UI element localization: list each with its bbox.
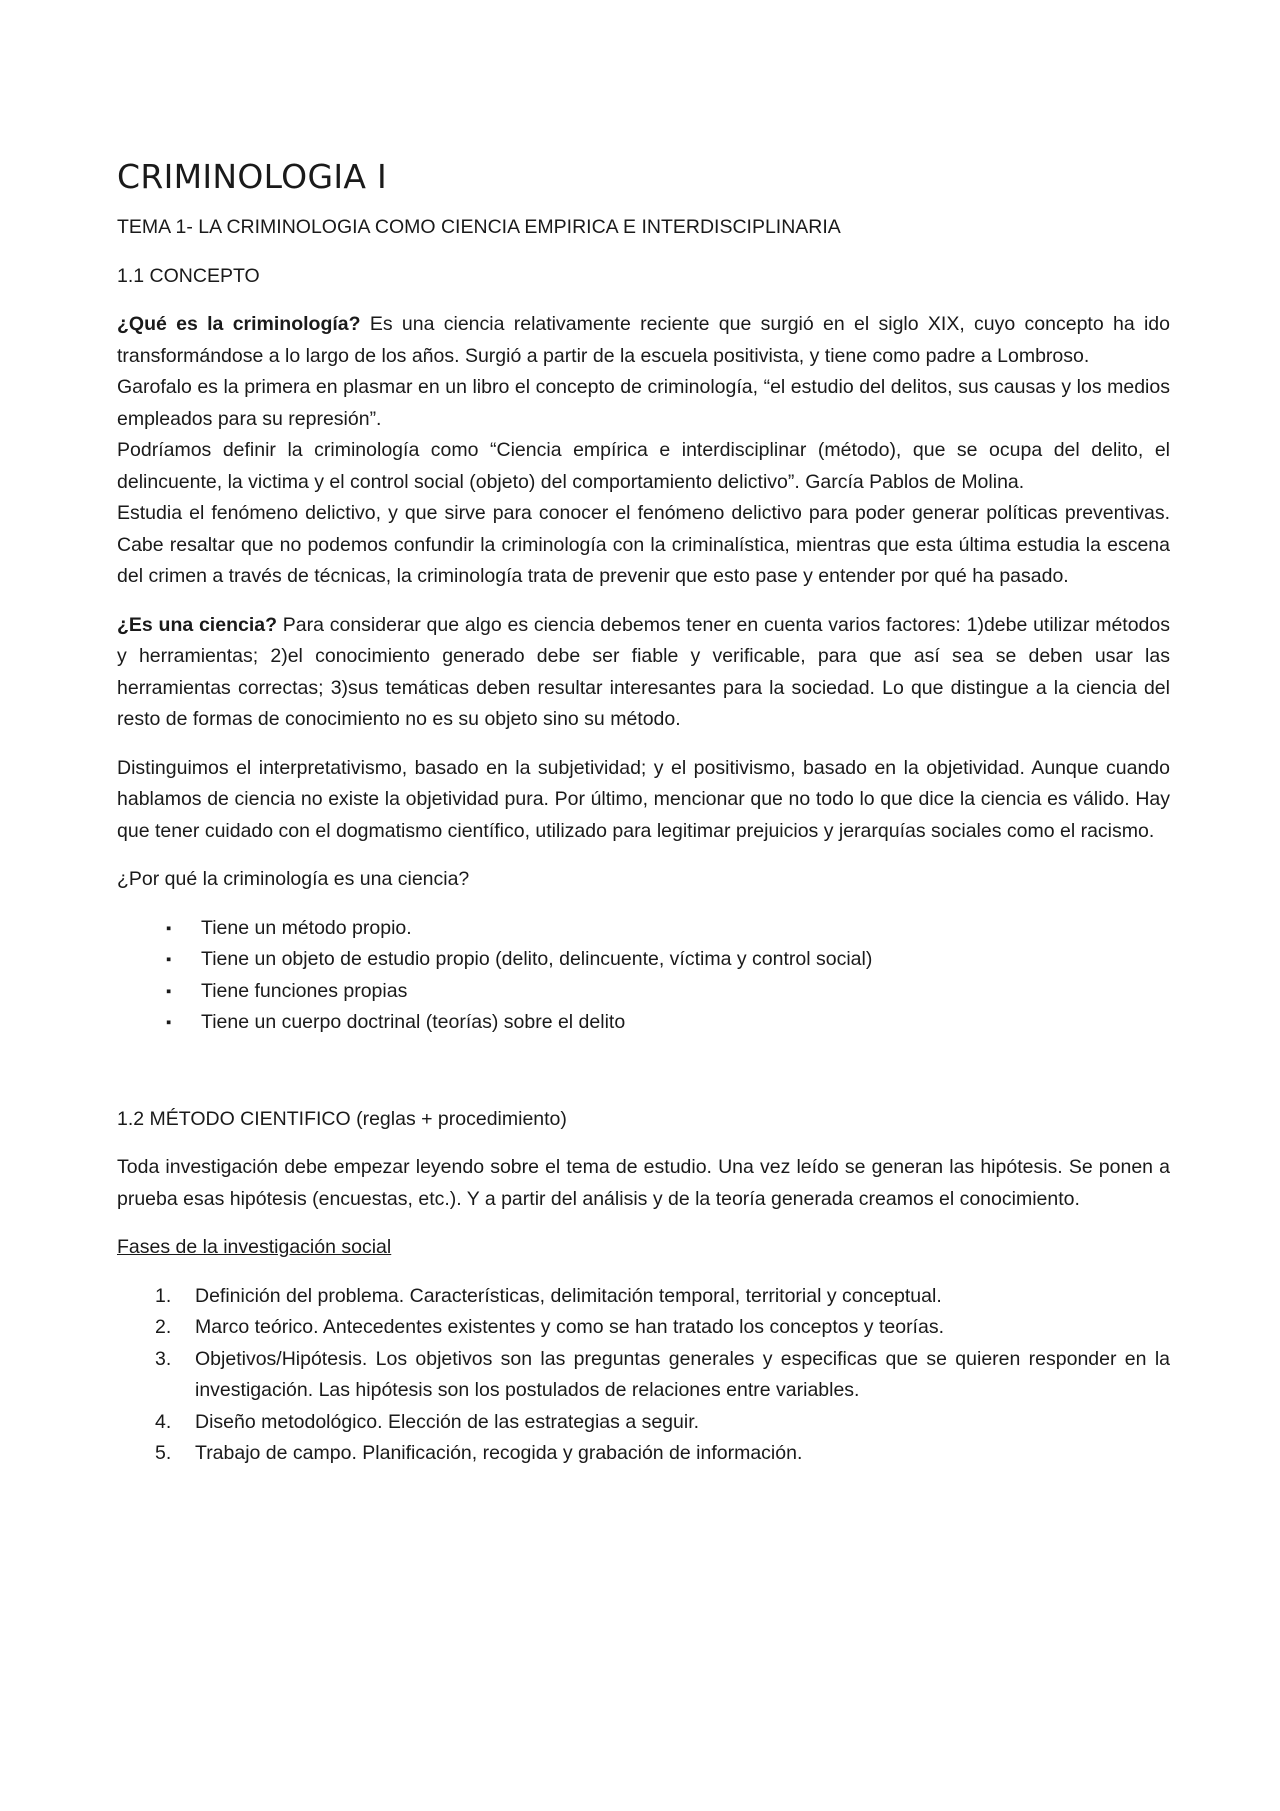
es-ciencia-text: Para considerar que algo es ciencia debemos tener en cuenta varios factores: 1)debe utilizar métodos y herramientas; 2)el conocimiento generado debe ser fiable y verificable, para que así sea se deben usar las herramientas correctas; 3)sus temáticas deben resultar interesantes para la sociedad. Lo que distingue a la ciencia del resto de formas de conocimiento no es su objeto sino su método.: [117, 613, 1170, 730]
list-number: 2.: [155, 1316, 172, 1338]
document-body: [117, 150, 1170, 1470]
list-item: [117, 1281, 1170, 1313]
es-ciencia-paragraph: [117, 610, 1170, 736]
list-text: Trabajo de campo. Planificación, recogida y grabación de información.: [195, 1442, 803, 1464]
garofalo-paragraph: Garofalo es la primera en plasmar en un libro el concepto de criminología, “el estudio del delitos, sus causas y los medios empleados para su represión”.: [117, 376, 1170, 430]
document-title: CRIMINOLOGIA I: [117, 157, 388, 196]
list-item: ▪ Tiene un objeto de estudio propio (delito, delincuente, víctima y control social): [166, 944, 1170, 976]
que-es-text: Es una ciencia relativamente reciente que surgió en el siglo XIX, cuyo concepto ha ido transformándose a lo largo de los años. Surgió a partir de la escuela positivista, y tiene como padre a Lombroso.: [117, 313, 1170, 367]
fases-numbered-list: [117, 1281, 1170, 1470]
list-item: [117, 1407, 1170, 1439]
list-number: 1.: [155, 1284, 172, 1307]
section-heading-1-2: 1.2 MÉTODO CIENTIFICO (reglas + procedimiento): [117, 1107, 567, 1130]
list-text: Marco teórico. Antecedentes existentes y como se han tratado los conceptos y teorías.: [195, 1316, 944, 1338]
list-number: 3.: [155, 1347, 172, 1370]
definicion-paragraph: Podríamos definir la criminología como “Ciencia empírica e interdisciplinar (método), que se ocupa del delito, el delincuente, la victima y el control social (objeto) del comportamiento delictivo”. García Pablos de Molina.: [117, 439, 1170, 493]
list-item: [117, 1438, 1170, 1470]
por-que-question: ¿Por qué la criminología es una ciencia?: [117, 868, 470, 890]
section-heading-1-1: 1.1 CONCEPTO: [117, 264, 260, 287]
que-es-question: ¿Qué es la criminología?: [117, 313, 361, 335]
estudia-paragraph: Estudia el fenómeno delictivo, y que sirve para conocer el fenómeno delictivo para poder generar políticas preventivas. Cabe resaltar que no podemos confundir la criminología con la criminalística, mientras que esta última estudia la escena del crimen a través de técnicas, la criminología trata de prevenir que esto pase y entender por qué ha pasado.: [117, 502, 1170, 587]
fases-heading-text: Fases de la investigación social: [117, 1236, 392, 1258]
ciencia-bullet-list: [117, 913, 1170, 1039]
list-item: [117, 1312, 1170, 1344]
tema-heading: TEMA 1- LA CRIMINOLOGIA COMO CIENCIA EMPIRICA E INTERDISCIPLINARIA: [117, 216, 841, 238]
distinguimos-paragraph: Distinguimos el interpretativismo, basado en la subjetividad; y el positivismo, basado en la objetividad. Aunque cuando hablamos de ciencia no existe la objetividad pura. Por último, mencionar que no todo lo que dice la ciencia es válido. Hay que tener cuidado con el dogmatismo científico, utilizado para legitimar prejuicios y jerarquías sociales como el racismo.: [117, 756, 1170, 842]
list-text: Definición del problema. Características, delimitación temporal, territorial y conceptual.: [195, 1284, 942, 1307]
list-item: ▪ Tiene un cuerpo doctrinal (teorías) sobre el delito: [166, 1007, 1170, 1039]
list-number: 5.: [155, 1442, 172, 1464]
fases-heading: [117, 1232, 1170, 1264]
blank-space: [117, 1056, 1170, 1104]
list-text: Diseño metodológico. Elección de las estrategias a seguir.: [195, 1410, 700, 1433]
list-text: Objetivos/Hipótesis. Los objetivos son las preguntas generales y especificas que se quieren responder en la investigación. Las hipótesis son los postulados de relaciones entre variables.: [195, 1347, 1170, 1401]
que-es-paragraph: [117, 309, 1170, 372]
investigacion-paragraph: Toda investigación debe empezar leyendo sobre el tema de estudio. Una vez leído se generan las hipótesis. Se ponen a prueba esas hipótesis (encuestas, etc.). Y a partir del análisis y de la teoría generada creamos el conocimiento.: [117, 1156, 1170, 1210]
list-item: ▪ Tiene un método propio.: [166, 913, 1170, 945]
list-item: ▪ Tiene funciones propias: [166, 976, 1170, 1008]
es-ciencia-question: ¿Es una ciencia?: [117, 613, 278, 636]
list-item: [117, 1344, 1170, 1407]
list-number: 4.: [155, 1410, 172, 1433]
